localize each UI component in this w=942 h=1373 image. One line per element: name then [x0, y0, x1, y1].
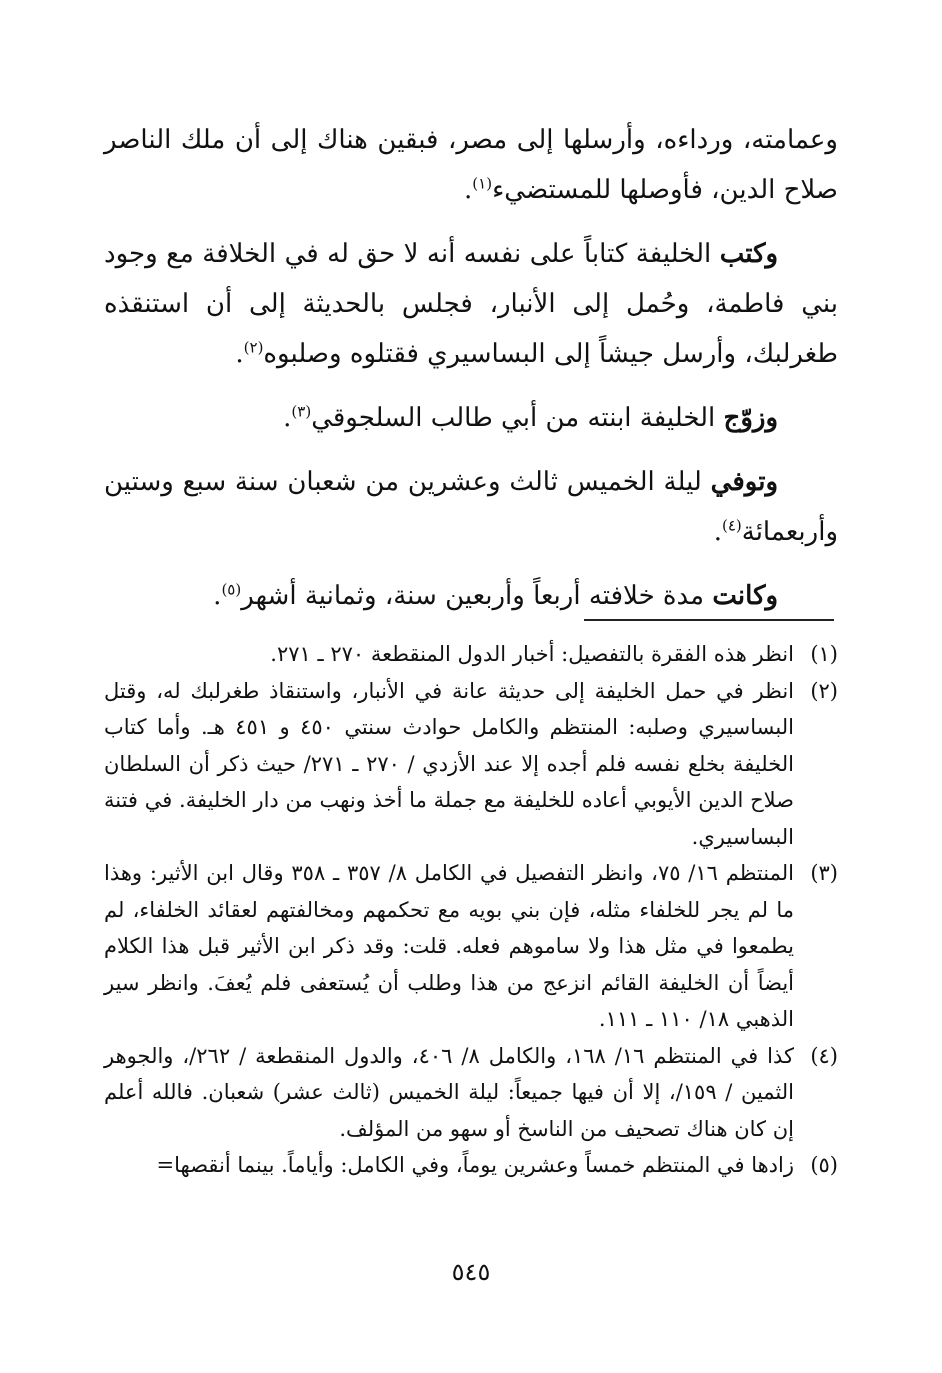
paragraph-tail: . [235, 339, 244, 369]
footnote-divider [584, 619, 834, 621]
paragraph-text: مدة خلافته أربعاً وأربعين سنة، وثمانية أشهر [241, 581, 713, 611]
footnote-5 [104, 1147, 838, 1184]
footnote-number: (٤) [810, 1043, 838, 1068]
footnote-number: (٥) [810, 1153, 838, 1177]
footnote-2 [104, 673, 838, 856]
paragraph-tail: . [283, 403, 292, 433]
footnote-3 [104, 855, 838, 1038]
footnote-text: انظر في حمل الخليفة إلى حديثة عانة في الأنبار، واستنقاذ طغرلبك له، وقتل البساسيري وصلبه: المنتظم والكامل حوادث سنتي ٤٥٠ و ٤٥١ هـ. وأما كتاب الخليفة بخلع نفسه فلم أجده إلا عند الأزدي / ٢٧٠ ـ ٢٧١/ حيث ذكر أن السلطان صلاح الدين الأيوبي أعاده للخليفة مع جملة ما أخذ ونهب من دار الخليفة. في فتنة البساسيري. [104, 678, 794, 849]
paragraph-text: الخليفة ابنته من أبي طالب السلجوقي [311, 403, 724, 433]
footnote-4 [104, 1038, 838, 1148]
paragraph-3 [104, 393, 838, 443]
footnote-text: المنتظم ١٦/ ٧٥، وانظر التفصيل في الكامل ٨/ ٣٥٧ ـ ٣٥٨ وقال ابن الأثير: وهذا ما لم يجر للخلفاء مثله، فإن بني بويه مع تحكمهم ومخالفتهم لعقائد الخلفاء، لم يطمعوا في مثل هذا ولا ساموهم فعله. قلت: وقد ذكر ابن الأثير قبل هذا الكلام أيضاً أن الخليفة القائم انزعج من هذا وطلب أن يُستعفى فلم يُعفَ. وانظر سير الذهبي ١٨/ ١١٠ ـ ١١١. [104, 861, 794, 1031]
footnote-text: انظر هذه الفقرة بالتفصيل: أخبار الدول المنقطعة ٢٧٠ ـ ٢٧١. [270, 642, 794, 666]
footnote-number: (١) [810, 642, 838, 666]
paragraph-tail: . [213, 581, 222, 611]
paragraph-1 [104, 115, 838, 215]
paragraph-tail: . [713, 517, 722, 547]
footnote-text: زادها في المنتظم خمساً وعشرين يوماً، وفي الكامل: وأياماً. بينما أنقصها= [156, 1153, 794, 1177]
main-text [104, 115, 838, 635]
paragraph-lead: وزوّج [723, 403, 778, 433]
paragraph-tail: . [464, 175, 473, 205]
paragraph-lead: وتوفي [710, 467, 778, 497]
footnote-number: (٣) [810, 861, 838, 885]
footnotes [104, 636, 838, 1184]
footnote-ref: (٤) [721, 516, 742, 535]
paragraph-5 [104, 571, 838, 621]
footnote-ref: (٢) [243, 338, 264, 357]
paragraph-text: ليلة الخميس ثالث وعشرين من شعبان سنة سبع وستين وأربعمائة [104, 467, 838, 547]
paragraph-lead: وكانت [712, 581, 778, 611]
footnote-1 [104, 636, 838, 673]
footnote-ref: (٣) [291, 402, 312, 421]
paragraph-text: الخليفة كتاباً على نفسه أنه لا حق له في الخلافة مع وجود بني فاطمة، وحُمل إلى الأنبار، فجلس بالحديثة إلى أن استنقذه طغرلبك، وأرسل جيشاً إلى البساسيري فقتلوه وصلبوه [104, 239, 838, 369]
paragraph-4 [104, 457, 838, 557]
page-number: ٥٤٥ [451, 1258, 491, 1286]
footnote-text: كذا في المنتظم ١٦/ ١٦٨، والكامل ٨/ ٤٠٦، والدول المنقطعة / ٢٦٢/، والجوهر الثمين / ١٥٩/، إلا أن فيها جميعاً: ليلة الخميس (ثالث عشر) شعبان. فالله أعلم إن كان هناك تصحيف من الناسخ أو سهو من المؤلف. [104, 1043, 794, 1141]
paragraph-2 [104, 229, 838, 379]
footnote-ref: (٥) [221, 580, 242, 599]
footnote-number: (٢) [810, 678, 838, 703]
paragraph-text: وعمامته، ورداءه، وأرسلها إلى مصر، فبقين هناك إلى أن ملك الناصر صلاح الدين، فأوصلها للمستضيء [104, 125, 838, 205]
paragraph-lead: وكتب [719, 239, 778, 269]
footnote-ref: (١) [472, 174, 493, 193]
